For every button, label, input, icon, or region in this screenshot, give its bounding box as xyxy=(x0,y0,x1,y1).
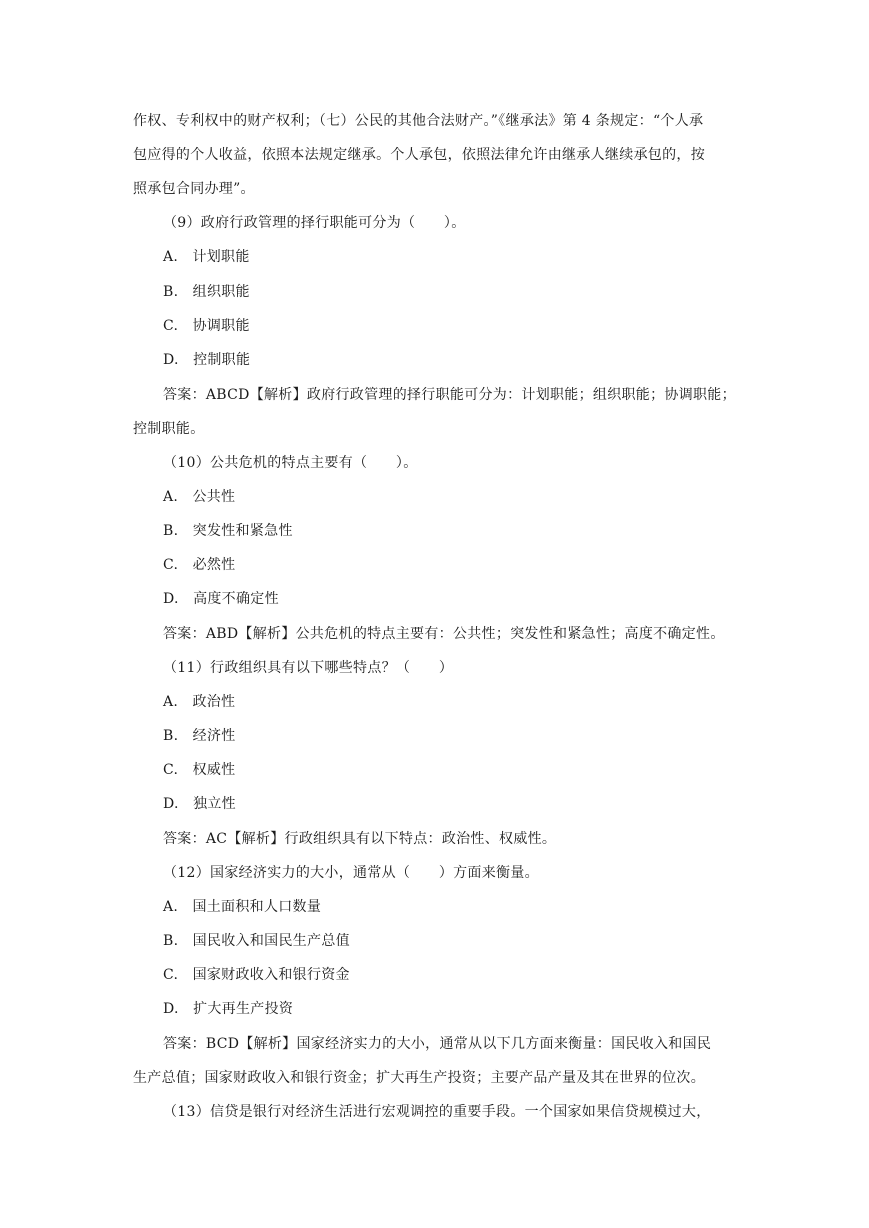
option-c: C. 协调职能 xyxy=(163,318,250,334)
question-12-stem: （12）国家经济实力的大小，通常从（ ）方面来衡量。 xyxy=(163,865,539,881)
option-a: A. 政治性 xyxy=(163,694,236,710)
option-b: B. 组织职能 xyxy=(163,284,250,300)
question-10-stem: （10）公共危机的特点主要有（ ）。 xyxy=(163,455,418,471)
option-d: D. 控制职能 xyxy=(163,352,251,368)
option-a: A. 计划职能 xyxy=(163,249,250,265)
option-c: C. 权威性 xyxy=(163,762,236,778)
option-d: D. 高度不确定性 xyxy=(163,591,279,607)
answer-9: 答案：ABCD【解析】政府行政管理的择行职能可分为：计划职能；组织职能；协调职能； xyxy=(163,387,736,403)
option-d: D. 扩大再生产投资 xyxy=(163,1001,294,1017)
option-c: C. 国家财政收入和银行资金 xyxy=(163,967,350,983)
answer-12: 答案：BCD【解析】国家经济实力的大小，通常从以下几方面来衡量：国民收入和国民 xyxy=(163,1036,712,1052)
question-11-stem: （11）行政组织具有以下哪些特点？（ ） xyxy=(163,660,454,676)
question-13-stem: （13）信贷是银行对经济生活进行宏观调控的重要手段。一个国家如果信贷规模过大， xyxy=(163,1104,711,1120)
answer-10: 答案：ABD【解析】公共危机的特点主要有：公共性；突发性和紧急性；高度不确定性。 xyxy=(163,626,725,642)
text-line: 作权、专利权中的财产权利；（七）公民的其他合法财产。”《继承法》第 4 条规定：“个人承 xyxy=(133,113,704,129)
option-d: D. 独立性 xyxy=(163,796,236,812)
option-a: A. 国土面积和人口数量 xyxy=(163,899,322,915)
option-c: C. 必然性 xyxy=(163,557,236,573)
question-9-stem: （9）政府行政管理的择行职能可分为（ ）。 xyxy=(163,215,466,231)
option-b: B. 国民收入和国民生产总值 xyxy=(163,933,350,949)
answer-9-continued: 控制职能。 xyxy=(133,421,205,437)
answer-12-continued: 生产总值；国家财政收入和银行资金；扩大再生产投资；主要产品产量及其在世界的位次。 xyxy=(133,1070,705,1086)
option-a: A. 公共性 xyxy=(163,489,236,505)
text-line: 包应得的个人收益，依照本法规定继承。个人承包，依照法律允许由继承人继续承包的，按 xyxy=(133,147,705,163)
option-b: B. 突发性和紧急性 xyxy=(163,523,293,539)
answer-11: 答案：AC【解析】行政组织具有以下特点：政治性、权威性。 xyxy=(163,831,557,847)
text-line: 照承包合同办理”。 xyxy=(133,181,255,197)
option-b: B. 经济性 xyxy=(163,728,236,744)
